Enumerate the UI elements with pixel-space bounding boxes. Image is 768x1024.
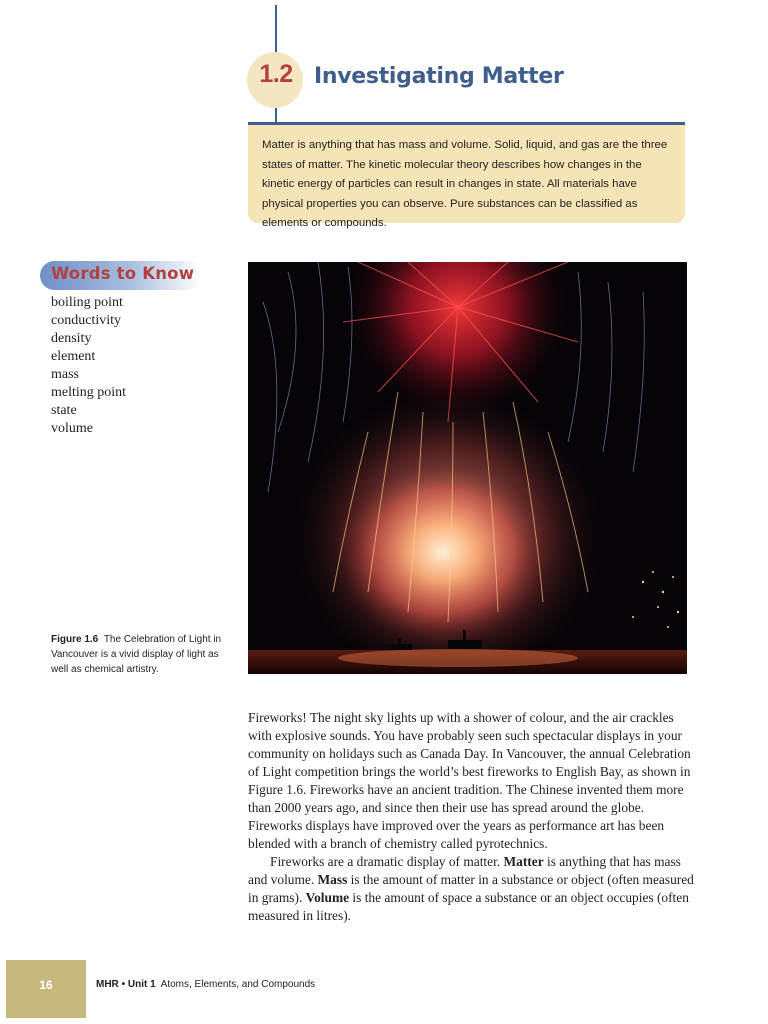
- section-summary-box: [248, 122, 685, 229]
- footer-unit-title: Atoms, Elements, and Compounds: [160, 979, 316, 990]
- fireworks-photo: [248, 262, 687, 674]
- vocab-term: density: [51, 331, 92, 346]
- section-rule-bottom: [275, 108, 277, 122]
- body-text-run: is the amount of space a substance or an object occupies (often measured in litres).: [248, 890, 689, 923]
- section-summary-text: Matter is anything that has mass and volume. Solid, liquid, and gas are the three states of matter. The kinetic molecular theory describes how changes in the kinetic energy of particles can result in changes in state. All materials have physical properties you can observe. Pure substances can be classified as elements or compounds.: [262, 139, 668, 229]
- vocab-term: melting point: [51, 385, 127, 400]
- figure-label: Figure 1.6: [51, 634, 99, 645]
- footer-publisher: MHR: [96, 979, 119, 990]
- words-to-know-title: Words to Know: [51, 264, 195, 283]
- body-text-run: Fireworks are a dramatic display of matter.: [270, 854, 504, 869]
- body-text-run: is the amount of matter in a substance or object (often measured in grams).: [248, 872, 694, 905]
- body-text-run: is anything that has mass and volume.: [248, 854, 681, 887]
- key-term-volume: Volume: [305, 890, 350, 905]
- vocab-term: element: [51, 349, 96, 364]
- figure-caption-text: The Celebration of Light in Vancouver is a vivid display of light as well as chemical artistry.: [51, 634, 222, 675]
- section-title: Investigating Matter: [314, 64, 564, 89]
- vocab-term: mass: [51, 367, 79, 382]
- body-text: [248, 709, 698, 925]
- figure-caption: [51, 632, 226, 677]
- key-term-matter: Matter: [503, 854, 544, 869]
- body-paragraph: [248, 853, 698, 925]
- vocab-term: boiling point: [51, 295, 123, 310]
- vocab-term: volume: [51, 421, 93, 436]
- vocab-term: conductivity: [51, 313, 121, 328]
- section-number: 1.2: [259, 60, 293, 88]
- vocab-term: state: [51, 403, 77, 418]
- key-term-mass: Mass: [317, 872, 348, 887]
- footer-bullet: •: [121, 979, 126, 990]
- page-number: 16: [39, 978, 53, 992]
- running-footer: [96, 979, 315, 990]
- footer-unit: Unit 1: [127, 979, 156, 990]
- section-rule-top: [275, 5, 277, 53]
- words-to-know-list: [51, 294, 126, 438]
- body-paragraph: Fireworks! The night sky lights up with a shower of colour, and the air crackles with explosive sounds. You have probably seen such spectacular displays in your community on holidays such as Canada Day. In Vancouver, the annual Celebration of Light competition brings the world’s best fireworks to English Bay, as shown in Figure 1.6. Fireworks have an ancient tradition. The Chinese invented them more than 2000 years ago, and since then their use has spread around the globe. Fireworks displays have improved over the years as performance art has been blended with a branch of chemistry called pyrotechnics.: [248, 710, 691, 851]
